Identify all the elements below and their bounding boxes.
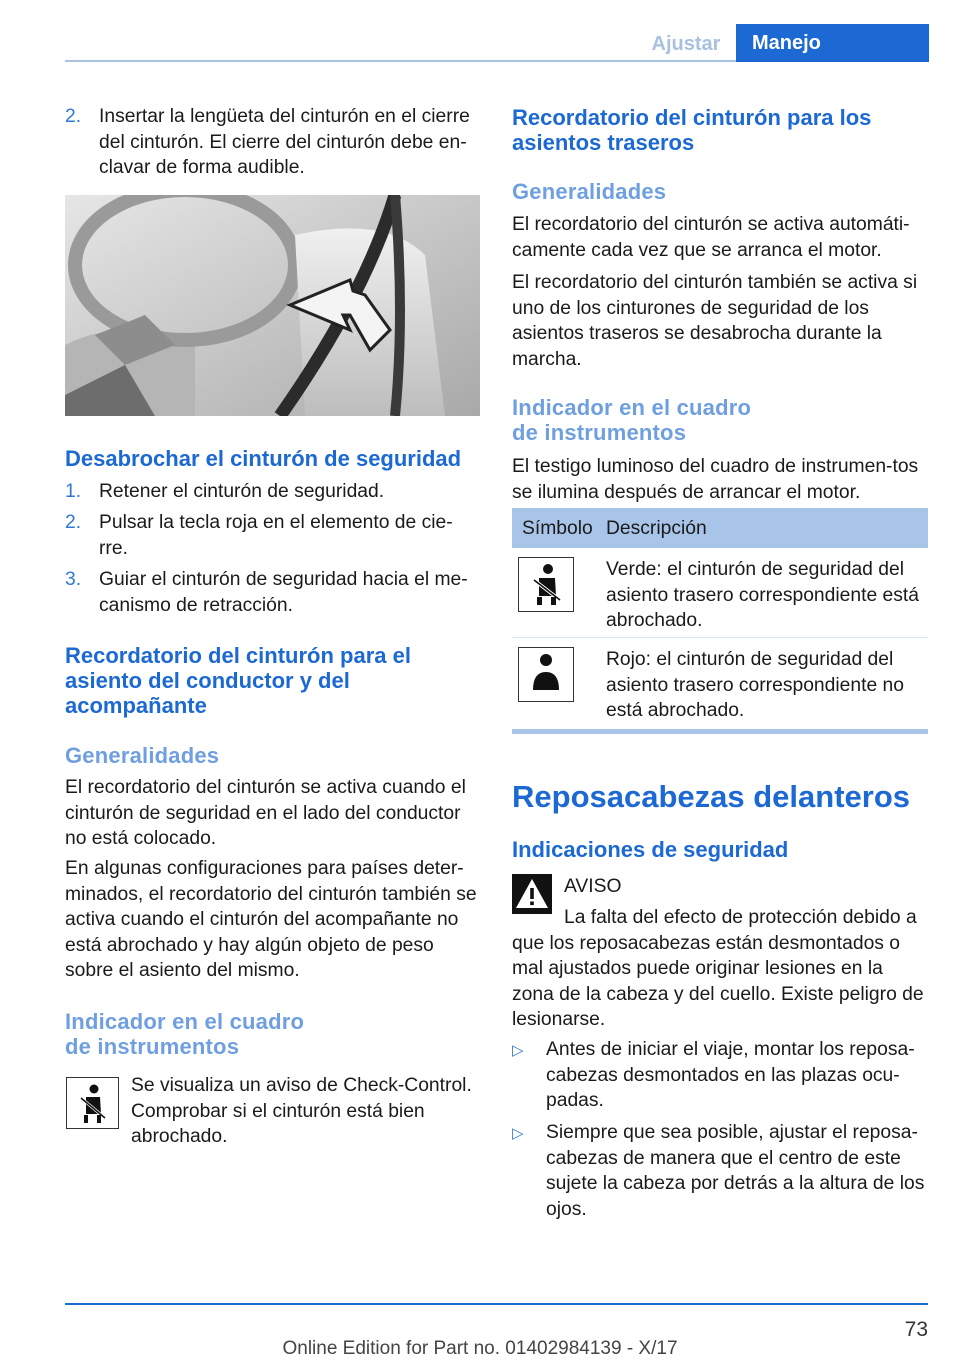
driver-reminder-title: Recordatorio del cinturón para el asiento del conductor y del acompañante — [65, 643, 411, 718]
row-desc-green: Verde: el cinturón de seguridad del asiento trasero correspondiente está abrochado. — [606, 559, 919, 631]
table-bottom-rule — [512, 729, 928, 734]
rear-reminder-title: Recordatorio del cinturón para los asientos traseros — [512, 105, 872, 155]
step-number: 2. — [65, 512, 82, 533]
left-general-p2: En algunas configuraciones para países deter-minados, el recordatorio del cinturón también se activa cuando el cinturón del acompañante no está abrochado y hay algún objeto de peso sobre el asiento del mismo. — [65, 858, 477, 981]
col-description: Descripción — [606, 518, 707, 539]
bullet-text: Siempre que sea posible, ajustar el reposa-cabezas de manera que el centro de este sujete la cabeza por detrás a la altura de los ojos. — [546, 1122, 925, 1220]
unbuckle-title: Desabrochar el cinturón de seguridad — [65, 446, 462, 471]
step-text: Retener el cinturón de seguridad. — [99, 481, 385, 502]
table-separator — [512, 637, 928, 638]
bullet-text: Antes de iniciar el viaje, montar los reposa-cabezas desmontados en las plazas ocu-padas. — [546, 1039, 915, 1111]
page-number: 73 — [904, 1318, 928, 1341]
row-desc-red: Rojo: el cinturón de seguridad del asiento trasero correspondiente no está abrochado. — [606, 649, 904, 721]
indicator-title-line: de instrumentos — [512, 420, 687, 445]
symbol-table-header — [512, 508, 928, 548]
footer-rule — [65, 1303, 928, 1305]
tab-ajustar[interactable]: Ajustar — [651, 32, 721, 55]
left-general-p1: El recordatorio del cinturón se activa cuando el cinturón de seguridad en el lado del conductor no está colocado. — [65, 777, 466, 849]
step-number: 1. — [65, 481, 82, 502]
warning-label: AVISO — [564, 876, 622, 897]
right-indicator-title — [512, 395, 912, 445]
step-text: Insertar la lengüeta del cinturón en el cierre del cinturón. El cierre del cinturón debe en-clavar de forma audible. — [99, 106, 470, 178]
step-number: 3. — [65, 569, 82, 590]
bullet-marker: ▷ — [512, 1042, 524, 1059]
seatbelt-photo-icon — [65, 195, 480, 416]
step-2 — [65, 104, 480, 181]
safety-title: Indicaciones de seguridad — [512, 837, 789, 862]
right-general-title: Generalidades — [512, 179, 667, 204]
headrest-title: Reposacabezas delanteros — [512, 779, 911, 814]
bullet-marker: ▷ — [512, 1125, 524, 1142]
seatbelt-fastened-icon — [518, 557, 574, 612]
left-indicator-text: Se visualiza un aviso de Check-Control. Comprobar si el cinturón está bien abrochado. — [131, 1075, 472, 1147]
left-indicator-title — [65, 1009, 465, 1059]
right-general-p1: El recordatorio del cinturón se activa automáti-camente cada vez que se arranca el motor. — [512, 214, 910, 261]
seat-occupant-icon — [518, 647, 574, 702]
left-general-title: Generalidades — [65, 743, 220, 768]
right-indicator-text: El testigo luminoso del cuadro de instrumen-tos se ilumina después de arrancar el motor. — [512, 456, 919, 503]
right-general-p2: El recordatorio del cinturón también se activa si uno de los cinturones de seguridad de los asientos traseros se desabrocha durante la marcha. — [512, 272, 918, 370]
indicator-title-line: de instrumentos — [65, 1034, 240, 1059]
tab-manejo[interactable]: Manejo — [736, 24, 929, 62]
seatbelt-buckle-illustration — [65, 195, 480, 416]
step-text: Pulsar la tecla roja en el elemento de cie-rre. — [99, 512, 453, 559]
step-number: 2. — [65, 106, 82, 127]
headrest-bullet — [512, 1120, 928, 1222]
headrest-bullet — [512, 1037, 928, 1114]
footer-edition: Online Edition for Part no. 01402984139 - X/17 — [282, 1338, 678, 1359]
indicator-title-line: Indicador en el cuadro — [512, 395, 752, 420]
warning-text: La falta del efecto de protección debido a que los reposacabezas están desmontados o mal ajustados puede originar lesiones en la zona de la cabeza y del cuello. Existe peligro de lesionarse. — [512, 907, 924, 1030]
step-text: Guiar el cinturón de seguridad hacia el me-canismo de retracción. — [99, 569, 468, 616]
seatbelt-warning-icon — [66, 1077, 119, 1129]
col-symbol: Símbolo — [522, 518, 593, 539]
indicator-title-line: Indicador en el cuadro — [65, 1009, 305, 1034]
unbuckle-steps — [65, 479, 480, 619]
